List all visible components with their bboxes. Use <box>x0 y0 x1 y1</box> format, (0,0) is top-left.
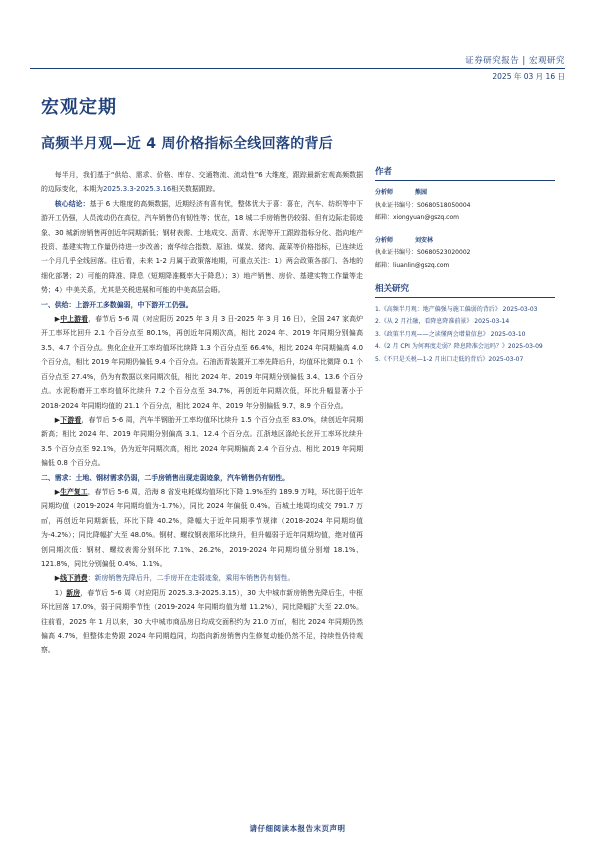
intro-period: 2025.3.3-2025.3.16 <box>103 185 172 194</box>
report-date: 2025 年 03 月 16 日 <box>492 72 565 81</box>
cert-number: S0680518050004 <box>417 201 471 209</box>
cert-label: 执业证书编号： <box>375 249 418 256</box>
section-heading-supply: 一、供给：上游开工多数偏弱，中下游开工仍强。 <box>41 300 193 309</box>
item-label: 下游看 <box>60 415 82 424</box>
related-title: 相关研究 <box>375 282 555 298</box>
core-conclusion <box>41 197 363 298</box>
author-email[interactable]: xiongyuan@gszq.com <box>393 214 459 221</box>
demand-consumption: ▶线下消费：新房销售先降后升，二手房开在走弱迹象，乘用车销售仍有韧性。 <box>54 574 295 583</box>
cert-label: 执业证书编号： <box>375 201 418 209</box>
related-item[interactable]: 3.《政策半月观——之读懂两会增量信息》 2025-03-10 <box>375 330 526 338</box>
sidebar <box>375 165 555 366</box>
intro-text: 每半月，我们基于“供给、需求、价格、库存、交通物流、流动性”6 大维度，跟踪最新宏观高频数据的边际变化，本期为 <box>41 171 363 194</box>
author-name: 刘安林 <box>415 236 434 244</box>
item-text: ，春节后 5-6 周（对应阳历 2025.3.3-2025.3.15），30 大中城市新房销售先降后生，中枢环比回落 17.0%，弱于同期季节性（2019-2024 年同期均值为增 11.2%），同比降幅扩大至 22.0%。往前看，2025 年 1 月以来，30 大中城市商品房日均成交面积约为 21.0 万㎡，相比 2024 年同期仍然偏高 4.7%，但整体走势跟 2024 年同期趋同，均指向新房销售内生修复动能仍然不足，持续性仍待观察。 <box>41 588 363 655</box>
supply-downstream: ▶下游看，春节后 5-6 周，汽车半钢胎开工率均值环比续升 1.5 个百分点至 83.0%，续创近年同期新高；相比 2024 年、2019 年同期分别偏高 3.1、12.4 个百分点。江浙地区涤纶长丝开工率环比续升 3.5 个百分点至 92.1%，仍为近年同期次高，相比 2024 年同期偏高 2.4 个百分点、相比 2019 年同期偏低 0.8 个百分点。 <box>41 415 363 468</box>
core-label: 核心结论： <box>54 199 90 208</box>
intro-paragraph <box>41 168 363 197</box>
document-title: 高频半月观—近 4 周价格指标全线回落的背后 <box>41 136 334 152</box>
core-text: 基于 6 大维度的高频数据，近期经济有喜有忧，整体优大于喜：喜在，汽车、纺织等中下游开工仍强，人员流动仍在高位，汽车销售仍有韧性等；忧在，18 城二手房销售仍较弱、但有边际走弱迹象、30 城新房销售再创近年同期新低；钢材表需、土地成交、沥青、水泥等开工跟踪指标分化、指向地产投资、基建实物工作量仍待进一步改善；南华综合指数、原油、煤炭、猪肉、蔬菜等价格指标，已连续近一个月几乎全线回落。往后看，未来 1-2 月属于政策落地期，可重点关注：1）两会政策各部门、各地的细化部署；2）可能的降准、降息（短期降准概率大于降息）；3）地产销售、房价、基建实物工作量等走势；4）中美关系，尤其是关税进展和可能的中美高层会晤。 <box>41 199 363 295</box>
author-role: 分析师 <box>375 236 394 244</box>
item-label: 生产复工 <box>60 487 88 496</box>
related-item[interactable]: 1.《高频半月观：地产偏强与施工偏弱的背后》 2025-03-03 <box>375 306 538 313</box>
item-label: 中上游看 <box>60 315 89 324</box>
document-type: 宏观定期 <box>41 97 117 118</box>
related-list <box>375 304 555 366</box>
main-body <box>41 168 363 658</box>
footer-disclaimer: 请仔细阅读本报告末页声明 <box>249 824 346 833</box>
author-card <box>375 235 555 273</box>
item-label: 线下消费 <box>60 574 88 583</box>
cert-number: S0680523020002 <box>417 249 471 256</box>
author-role: 分析师 <box>375 189 394 196</box>
demand-production: ▶生产复工，春节后 5-6 周，沿海 8 省发电耗煤均值环比下降 1.9%至约 189.9 万吨，环比弱于近年同期均值（2019-2024 年同期均值为-1.7%），同比 2024 年偏低 0.4%。百城土地周均成交 791.7 万㎡，再创近年同期新低，环比下降 40.2%，降幅大于近年同期季节规律（2018-2024 年同期均值为-4.2%）；同比降幅扩大至 48.0%。钢材、螺纹钢表需环比续升，但升幅弱于近年同期均值，绝对值再创同期次低：钢材、螺纹表需分别环比 7.1%、26.2%，2019-2024 年同期均值分别增 18.1%、121.8%，同比分别偏低 0.4%、1.1%。 <box>41 487 363 568</box>
item-text: ：新房销售先降后升，二手房开在走弱迹象，乘用车销售仍有韧性。 <box>87 574 295 583</box>
header-divider <box>30 68 565 69</box>
item-text: ，春节后 5-6 周（对应阳历 2025 年 3 月 3 日-2025 年 3 月 16 日），全国 247 家高炉开工率环比回升 2.1 个百分点至 80.1%，再创近年同期次高，相比 2024 年、2019 年同期分别偏高 3.5、4.7 个百分点。焦化企业开工率均值环比续降 1.3 个百分点至 66.4%，相比 2024 年同期偏高 4.0 个百分点，相比 2019 年同期仍偏低 9.4 个百分点。石油沥青装置开工率先降后升，均值环比微降 0.1 个百分点至 27.4%，仍为有数据以来同期次低，相比 2024 年、2019 年同期分别偏低 3.4、13.6 个百分点。水泥粉磨开工率均值环比续升 7.2 个百分点至 34.7%，再创近年同期次低，环比升幅显著小于 2018-2024 年同期均值的 21.1 个百分点，相比 2024 年、2019 年分别偏低 9.7、8.9 个百分点。 <box>41 315 363 410</box>
related-item[interactable]: 4.《2 月 CPI 为何再度走弱？降息降准会远吗？》2025-03-09 <box>375 343 543 351</box>
author-email[interactable]: liuanlin@gszq.com <box>393 261 450 269</box>
item-text: ，春节后 5-6 周，汽车半钢胎开工率均值环比续升 1.5 个百分点至 83.0%，续创近年同期新高；相比 2024 年、2019 年同期分别偏高 3.1、12.4 个百分点。江浙地区涤纶长丝开工率环比续升 3.5 个百分点至 92.1%，仍为近年同期次高，相比 2024 年同期偏高 2.4 个百分点、相比 2019 年同期偏低 0.8 个百分点。 <box>41 415 363 468</box>
email-label: 邮箱： <box>375 261 394 269</box>
item-label: 新房 <box>66 588 81 597</box>
author-name: 熊园 <box>415 189 428 196</box>
email-label: 邮箱： <box>375 214 394 221</box>
demand-newhome <box>41 586 363 658</box>
item-prefix: 1） <box>54 588 67 597</box>
supply-midstream: ▶中上游看，春节后 5-6 周（对应阳历 2025 年 3 月 3 日-2025 年 3 月 16 日），全国 247 家高炉开工率环比回升 2.1 个百分点至 80.1%，再创近年同期次高，相比 2024 年、2019 年同期分别偏高 3.5、4.7 个百分点。焦化企业开工率均值环比续降 1.3 个百分点至 66.4%，相比 2024 年同期偏高 4.0 个百分点，相比 2019 年同期仍偏低 9.4 个百分点。石油沥青装置开工率先降后升，均值环比微降 0.1 个百分点至 27.4%，仍为有数据以来同期次低，相比 2024 年、2019 年同期分别偏低 3.4、13.6 个百分点。水泥粉磨开工率均值环比续升 7.2 个百分点至 34.7%，再创近年同期次低，环比升幅显著小于 2018-2024 年同期均值的 21.1 个百分点，相比 2024 年、2019 年分别偏低 9.7、8.9 个百分点。 <box>41 315 363 410</box>
header-category: 证券研究报告 | 宏观研究 <box>465 56 565 66</box>
author-card <box>375 187 555 225</box>
intro-text-tail: 相关数据跟踪。 <box>171 185 220 194</box>
item-text: ，春节后 5-6 周，沿海 8 省发电耗煤均值环比下降 1.9%至约 189.9 万吨，环比弱于近年同期均值（2019-2024 年同期均值为-1.7%），同比 2024 年偏低 0.4%。百城土地周均成交 791.7 万㎡，再创近年同期新低，环比下降 40.2%，降幅大于近年同期季节规律（2018-2024 年同期均值为-4.2%）；同比降幅扩大至 48.0%。钢材、螺纹钢表需环比续升，但升幅弱于近年同期均值，绝对值再创同期次低：钢材、螺纹表需分别环比 7.1%、26.2%，2019-2024 年同期均值分别增 18.1%、121.8%，同比分别偏低 0.4%、1.1%。 <box>41 487 363 568</box>
authors-title: 作者 <box>375 165 555 181</box>
related-item[interactable]: 5.《不只是关税—1-2 月出口走低的背后》2025-03-07 <box>375 355 524 363</box>
related-item[interactable]: 2.《从 2 月社融，看降息降准前景》 2025-03-14 <box>375 318 510 326</box>
section-heading-demand: 二、需求：土地、钢材需求仍弱，二手房销售出现走弱迹象，汽车销售仍有韧性。 <box>41 473 290 482</box>
